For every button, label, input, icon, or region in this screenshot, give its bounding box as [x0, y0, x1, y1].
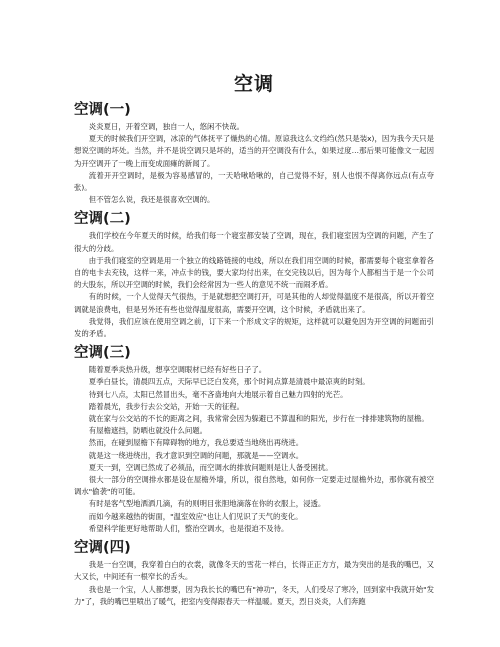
paragraph: 我是一台空调，我穿着白白的衣裳，就像冬天的雪花一样白，长得正正方方，最为突出的是我的嘴巴，又大又长，中间还有一根窄长的舌头。	[74, 560, 434, 582]
paragraph: 炎炎夏日，开着空调，独自一人，悠闲不快哉。	[88, 122, 245, 131]
section-3	[74, 345, 434, 535]
document-body	[74, 102, 434, 608]
paragraph: 夏天的时候我们开空调，冰凉的气体抚平了燥热的心情。原谅我这么文绉绉(然只是装x)，因为我今天只是想说空调的坏处。当然，并不是说空调只是坏的，适当的开空调没有什么，如果过度…那后果可能像文一起因为开空调开了一晚上而变成面瘫的新闻了。	[74, 134, 434, 168]
paragraph: 踏着晨光，我步行去公交站，开始一天的征程。	[88, 401, 245, 411]
paragraph: 有时是客气型地洒洒几滴，有的则明目张胆地滴落在你的衣服上，浸透。	[88, 499, 326, 509]
paragraph: 待到七八点，太阳已然冒出头，毫不吝啬地向大地展示着自己魅力四射的光芒。	[88, 389, 348, 399]
paragraph: 流着开开空调时，是极为容易感冒的，一天哈啾哈啾的，自己觉得不好，别人也恨不得离你远点(有点夸张)。	[74, 170, 434, 193]
paragraph: 夏天一到，空调已然成了必须品，而空调水的排放问题则是让人备受困扰。	[88, 462, 333, 472]
paragraph: 但不管怎么说，我还是很喜欢空调的。	[88, 195, 215, 205]
paragraph: 就在家与公交站的不长的距离之间，我常常会因为躲避已不算温和的阳光，步行在一排排建筑物的屋檐。	[88, 414, 429, 424]
paragraph: 然而，在碰到屋檐下有障碍物的地方，我总要适当地绕出再绕进。	[88, 438, 304, 448]
paragraph: 就是这一绕进绕出，我才意识到空调的问题，那就是——空调水。	[88, 450, 304, 460]
paragraph: 而如今越来越热的街面，"温室效应"也让人们见识了天气的变化。	[88, 511, 303, 521]
section-heading: 空调(四)	[74, 540, 131, 557]
section-heading: 空调(二)	[74, 211, 131, 228]
section-heading: 空调(三)	[74, 345, 131, 362]
section-1	[74, 102, 434, 206]
paragraph: 我觉得，我们应该在使用空调之前，订下来一个形成文字的规矩，这样就可以避免因为开空调的问题而引发的矛盾。	[74, 316, 434, 339]
paragraph: 夏季白昼长，清晨四五点，天际早已泛白发亮，那个时间点算是清晨中最凉爽的时刻。	[88, 377, 370, 387]
section-2	[74, 211, 434, 340]
paragraph: 我也是一个宝，人人都想要，因为我长长的嘴巴有"神功"，冬天，人们受尽了寒冷，回到家中我就开始"发力"了，我的嘴巴里喷出了暖气，把室内变得跟春天一样温暖。夏天，烈日炎炎，人们奔跑	[74, 584, 434, 606]
section-4	[74, 540, 434, 608]
paragraph: 很大一部分的空调排水都是设在屋檐外墙，所以，很自然地，如何你一定要走过屋檐外边，那你就有被空调水"偷袭"的可能。	[74, 475, 434, 497]
paragraph: 有屋檐遮挡，防晒也就没什么问题。	[88, 426, 208, 436]
paragraph: 由于我们寝室的空调是用一个独立的线路链接的电线，所以在我们用空调的时候，都需要每个寝室拿着各自的电卡去充钱，这样一来，冲点卡的钱，要大家均付出来，在交完钱以后，因为每个人都相当于是一个公司的大股东，所以开空调的时候，我们会经常因为一些人的意见不统一而闹矛盾。	[74, 255, 434, 290]
section-heading: 空调(一)	[74, 102, 131, 118]
paragraph: 希望科学能更好地帮助人们，整治空调水，也是很迫不及待。	[88, 523, 289, 533]
paragraph: 随着夏季炎热升级，想享空调眼材已经有好些日子了。	[88, 365, 267, 375]
paragraph: 有的时候，一个人觉得天气很热，于是就想把空调打开，可是其他的人却觉得温度不是很高，所以开着空调就是浪费电，但是另外还有些也觉得温度很高，需要开空调，这个时候，矛盾就出来了。	[74, 292, 434, 314]
document-title: 空调	[233, 73, 274, 95]
paragraph: 我们学校在今年夏天的时候，给我们每一个寝室都安装了空调，现在，我们寝室因为空调的问题，产生了很大的分歧。	[74, 231, 434, 253]
